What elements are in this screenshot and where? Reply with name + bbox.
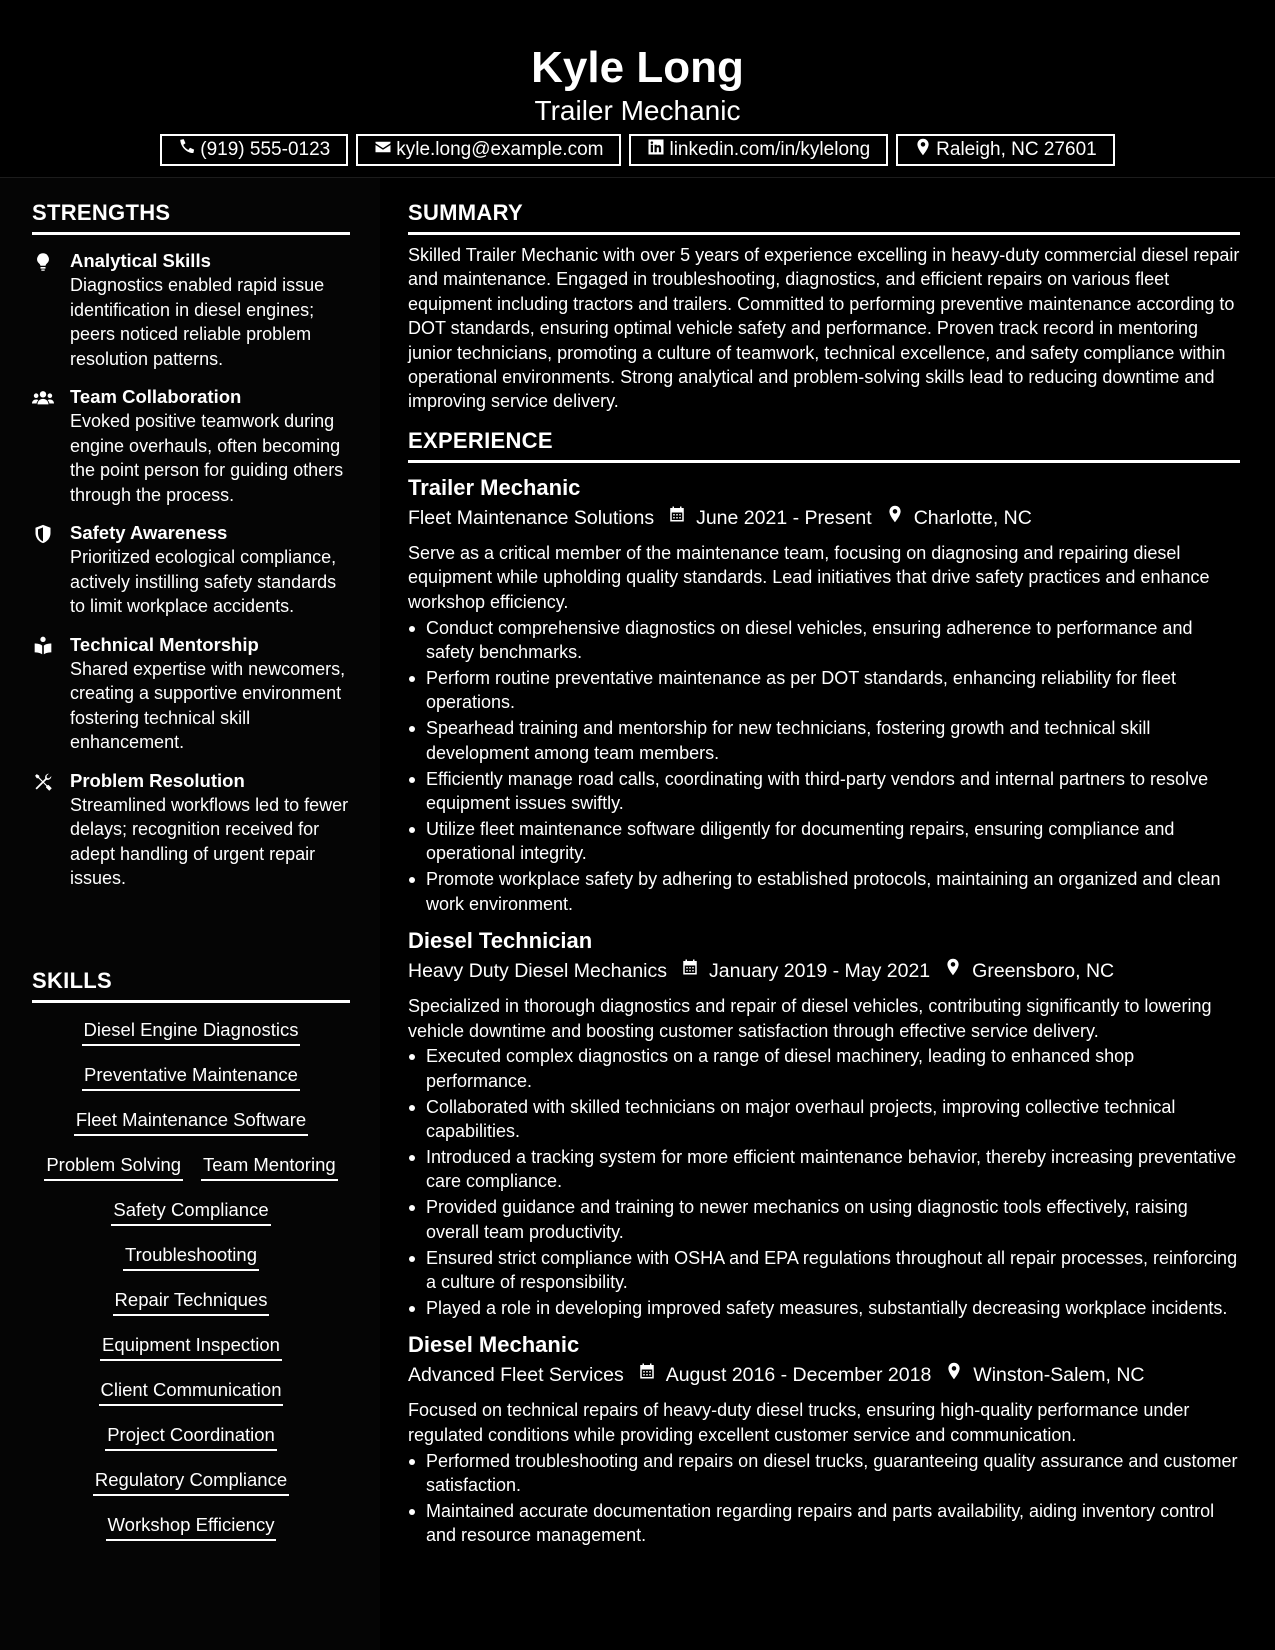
job-bullet: Ensured strict compliance with OSHA and EPA regulations throughout all repair processes, reinforcing a culture of responsibility. xyxy=(408,1246,1240,1295)
skills-list xyxy=(32,1009,350,1549)
experience-section xyxy=(408,426,1240,1548)
map-pin-icon xyxy=(931,1360,973,1390)
job-bullet: Spearhead training and mentorship for new technicians, fostering growth and technical skill development among team members. xyxy=(408,716,1240,765)
strength-text: Diagnostics enabled rapid issue identification in diesel engines; peers noticed reliable problem resolution patterns. xyxy=(70,275,325,369)
map-pin-icon xyxy=(914,138,932,162)
calendar-icon xyxy=(624,1360,666,1390)
strengths-heading: STRENGTHS xyxy=(32,198,350,235)
contact-linkedin-text: linkedin.com/in/kylelong xyxy=(669,139,871,160)
job-bullet: Efficiently manage road calls, coordinating with third-party vendors and internal partners to resolve equipment issues swiftly. xyxy=(408,767,1240,816)
skill-tag: Team Mentoring xyxy=(201,1153,338,1181)
skill-tag: Preventative Maintenance xyxy=(82,1063,300,1091)
strength-title: Safety Awareness xyxy=(70,522,228,543)
contact-linkedin[interactable] xyxy=(629,134,888,166)
contact-location[interactable] xyxy=(896,134,1115,166)
job-entry xyxy=(408,473,1240,916)
skill-tag: Diesel Engine Diagnostics xyxy=(82,1018,301,1046)
job-meta xyxy=(408,956,1240,986)
job-company: Advanced Fleet Services xyxy=(408,1364,624,1387)
skill-tag: Equipment Inspection xyxy=(100,1333,282,1361)
skill-tag: Fleet Maintenance Software xyxy=(74,1108,308,1136)
job-location: Greensboro, NC xyxy=(972,960,1115,983)
job-bullet: Introduced a tracking system for more efficient maintenance behavior, thereby increasing preventative care compliance. xyxy=(408,1145,1240,1194)
job-bullet: Perform routine preventative maintenance as per DOT standards, enhancing reliability for fleet operations. xyxy=(408,666,1240,715)
skill-tag: Problem Solving xyxy=(44,1153,183,1181)
skill-tag: Regulatory Compliance xyxy=(93,1468,289,1496)
contact-email[interactable] xyxy=(356,134,621,166)
job-bullet: Played a role in developing improved safety measures, substantially decreasing workplace incidents. xyxy=(408,1296,1240,1320)
strength-text: Evoked positive teamwork during engine overhauls, often becoming the point person for guiding others through the process. xyxy=(70,411,344,505)
job-title: Diesel Mechanic xyxy=(408,1332,580,1358)
skill-tag: Workshop Efficiency xyxy=(106,1513,277,1541)
skill-tag: Repair Techniques xyxy=(113,1288,270,1316)
job-location: Charlotte, NC xyxy=(913,507,1032,529)
skills-heading: SKILLS xyxy=(32,966,350,1003)
contact-bar xyxy=(0,134,1275,166)
job-location: Winston-Salem, NC xyxy=(973,1364,1145,1387)
strength-item xyxy=(32,521,350,619)
skills-section xyxy=(32,966,350,1549)
job-bullet: Promote workplace safety by adhering to established protocols, maintaining an organized and clean work environment. xyxy=(408,867,1240,916)
sidebar xyxy=(0,178,380,1650)
job-bullets xyxy=(408,1044,1240,1320)
main-content xyxy=(380,178,1275,1650)
calendar-icon xyxy=(654,503,696,533)
summary-section xyxy=(408,198,1240,414)
skill-tag: Safety Compliance xyxy=(111,1198,270,1226)
job-bullet: Utilize fleet maintenance software diligently for documenting repairs, ensuring compliance and operational integrity. xyxy=(408,817,1240,866)
strength-item xyxy=(32,249,350,371)
job-dates: January 2019 - May 2021 xyxy=(709,960,931,983)
strength-item xyxy=(32,385,350,507)
strength-title: Problem Resolution xyxy=(70,769,245,791)
skill-tag: Project Coordination xyxy=(105,1423,277,1451)
envelope-icon xyxy=(374,138,392,162)
shield-icon xyxy=(32,524,56,544)
job-bullet: Executed complex diagnostics on a range of diesel machinery, leading to enhanced shop performance. xyxy=(408,1044,1240,1093)
strengths-section xyxy=(32,198,350,891)
strength-text: Streamlined workflows led to fewer delays; recognition received for adept handling of urgent repair issues. xyxy=(70,794,349,888)
job-description: Specialized in thorough diagnostics and repair of diesel vehicles, contributing significantly to lowering vehicle downtime and boosting customer satisfaction through effective service delivery. xyxy=(408,996,1212,1041)
map-pin-icon xyxy=(930,956,972,986)
contact-location-text: Raleigh, NC 27601 xyxy=(936,139,1097,160)
phone-icon xyxy=(178,138,196,162)
job-bullet: Provided guidance and training to newer mechanics on using diagnostic tools effectively, raising overall team productivity. xyxy=(408,1195,1240,1244)
experience-heading: EXPERIENCE xyxy=(408,426,1240,463)
candidate-name: Kyle Long xyxy=(531,43,744,92)
job-bullet: Collaborated with skilled technicians on major overhaul projects, improving collective technical capabilities. xyxy=(408,1095,1240,1144)
summary-heading: SUMMARY xyxy=(408,198,1240,235)
contact-email-text: kyle.long@example.com xyxy=(396,139,604,160)
job-entry xyxy=(408,926,1240,1320)
job-company: Heavy Duty Diesel Mechanics xyxy=(408,960,668,983)
contact-phone-text: (919) 555-0123 xyxy=(200,139,331,160)
job-meta xyxy=(408,1360,1240,1390)
job-title: Trailer Mechanic xyxy=(408,475,581,500)
resume-header xyxy=(0,0,1275,178)
users-icon xyxy=(32,388,56,408)
job-meta xyxy=(408,503,1240,533)
job-title: Diesel Technician xyxy=(408,928,593,954)
map-pin-icon xyxy=(872,503,914,533)
strength-title: Analytical Skills xyxy=(70,250,211,271)
skill-tag: Troubleshooting xyxy=(123,1243,259,1271)
strength-text: Shared expertise with newcomers, creating a supportive environment fostering technical skill enhancement. xyxy=(70,658,346,752)
job-description: Focused on technical repairs of heavy-duty diesel trucks, ensuring high-quality performance under regulated conditions while providing excellent customer service and communication. xyxy=(408,1400,1190,1445)
job-dates: June 2021 - Present xyxy=(696,507,872,529)
strength-item xyxy=(32,769,350,891)
skill-tag: Client Communication xyxy=(99,1378,284,1406)
tools-icon xyxy=(32,772,56,792)
job-bullet: Maintained accurate documentation regarding repairs and parts availability, aiding inventory control and resource management. xyxy=(408,1499,1240,1548)
contact-phone[interactable] xyxy=(160,134,348,166)
job-entry xyxy=(408,1330,1240,1547)
job-bullets xyxy=(408,616,1240,916)
job-bullet: Performed troubleshooting and repairs on diesel trucks, guaranteeing quality assurance and customer satisfaction. xyxy=(408,1449,1240,1498)
strength-item xyxy=(32,633,350,755)
book-reader-icon xyxy=(32,636,56,656)
linkedin-icon xyxy=(647,138,665,162)
strength-title: Team Collaboration xyxy=(70,386,242,407)
job-bullet: Conduct comprehensive diagnostics on diesel vehicles, ensuring adherence to performance and safety benchmarks. xyxy=(408,616,1240,665)
strength-title: Technical Mentorship xyxy=(70,633,259,655)
job-description: Serve as a critical member of the maintenance team, focusing on diagnosing and repairing diesel equipment while upholding quality standards. Lead initiatives that drive safety practices and enhance workshop efficiency. xyxy=(408,543,1210,612)
job-dates: August 2016 - December 2018 xyxy=(665,1364,932,1387)
strength-text: Prioritized ecological compliance, actively instilling safety standards to limit workplace accidents. xyxy=(70,547,337,616)
calendar-icon xyxy=(667,956,709,986)
job-company: Fleet Maintenance Solutions xyxy=(408,507,655,529)
candidate-title: Trailer Mechanic xyxy=(534,95,741,126)
job-bullets xyxy=(408,1449,1240,1548)
lightbulb-icon xyxy=(32,252,56,272)
summary-text: Skilled Trailer Mechanic with over 5 years of experience excelling in heavy-duty commercial diesel repair and maintenance. Engaged in troubleshooting, diagnostics, and efficient repairs on various fleet equipment including tractors and trailers. Committed to performing preventive maintenance according to DOT standards, ensuring optimal vehicle safety and performance. Proven track record in mentoring junior technicians, promoting a culture of teamwork, technical excellence, and safety compliance within operational environments. Strong analytical and problem-solving skills lead to reducing downtime and improving service delivery. xyxy=(408,245,1240,412)
